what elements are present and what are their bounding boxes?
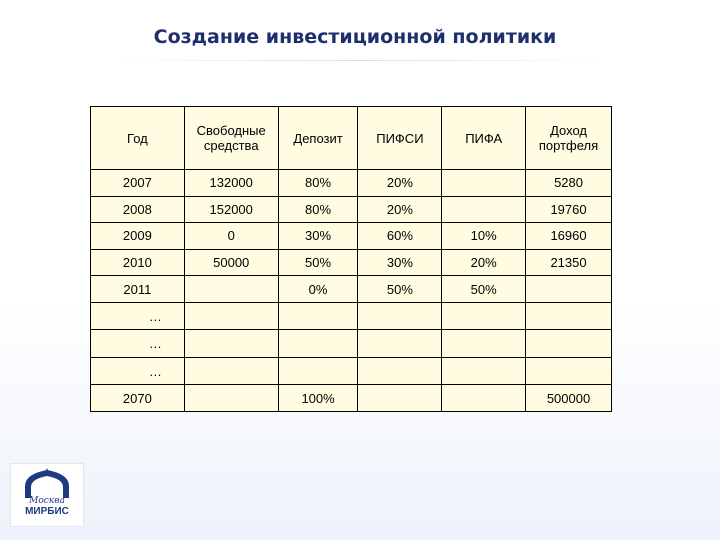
cell-pifa: [442, 170, 526, 197]
table-row: [91, 276, 612, 303]
cell-income: 19760: [526, 196, 612, 223]
header-portfolio-income: Доход портфеля: [526, 107, 612, 170]
cell-year: 2008: [91, 196, 185, 223]
cell-year: 2010: [91, 249, 185, 276]
cell-free-funds: 0: [184, 223, 278, 250]
cell-deposit: [278, 302, 358, 330]
cell-deposit: [278, 330, 358, 358]
cell-pifsi: [358, 330, 442, 358]
title-divider: [110, 60, 610, 61]
cell-deposit: 80%: [278, 196, 358, 223]
cell-year: 2009: [91, 223, 185, 250]
cell-deposit: 30%: [278, 223, 358, 250]
mirbis-logo: [10, 463, 84, 527]
cell-deposit: 100%: [278, 385, 358, 412]
dome-logo-icon: [19, 468, 75, 498]
header-free-funds: Свободные средства: [184, 107, 278, 170]
header-deposit: Депозит: [278, 107, 358, 170]
cell-income: 16960: [526, 223, 612, 250]
cell-income: 5280: [526, 170, 612, 197]
table-row: [91, 357, 612, 385]
cell-pifsi: [358, 385, 442, 412]
investment-policy-table: [90, 106, 612, 412]
cell-pifa: 10%: [442, 223, 526, 250]
cell-free-funds: [184, 276, 278, 303]
cell-deposit: [278, 357, 358, 385]
table-row: [91, 249, 612, 276]
cell-income: [526, 302, 612, 330]
cell-pifa: [442, 330, 526, 358]
cell-pifsi: [358, 302, 442, 330]
cell-pifsi: 50%: [358, 276, 442, 303]
table-header-row: [91, 107, 612, 170]
table-row: [91, 330, 612, 358]
cell-free-funds: 132000: [184, 170, 278, 197]
header-pifsi: ПИФСИ: [358, 107, 442, 170]
cell-pifa: [442, 196, 526, 223]
cell-pifsi: 60%: [358, 223, 442, 250]
cell-year: …: [91, 302, 185, 330]
cell-year: …: [91, 330, 185, 358]
cell-year: …: [91, 357, 185, 385]
cell-pifsi: 20%: [358, 170, 442, 197]
cell-free-funds: 50000: [184, 249, 278, 276]
cell-pifa: [442, 357, 526, 385]
cell-free-funds: 152000: [184, 196, 278, 223]
cell-free-funds: [184, 385, 278, 412]
cell-year: 2011: [91, 276, 185, 303]
cell-income: [526, 276, 612, 303]
cell-free-funds: [184, 302, 278, 330]
cell-income: [526, 330, 612, 358]
cell-deposit: 80%: [278, 170, 358, 197]
cell-free-funds: [184, 357, 278, 385]
logo-name: МИРБИС: [25, 506, 69, 517]
cell-income: 21350: [526, 249, 612, 276]
cell-year: 2070: [91, 385, 185, 412]
table-row: [91, 196, 612, 223]
cell-pifa: 50%: [442, 276, 526, 303]
logo-script-text: Москва: [29, 496, 65, 506]
page-title: Создание инвестиционной политики: [153, 26, 557, 48]
table-row: [91, 170, 612, 197]
table-row: [91, 223, 612, 250]
cell-pifsi: 30%: [358, 249, 442, 276]
table-row: [91, 385, 612, 412]
cell-pifa: [442, 302, 526, 330]
header-year: Год: [91, 107, 185, 170]
header-pifa: ПИФА: [442, 107, 526, 170]
cell-pifsi: [358, 357, 442, 385]
cell-free-funds: [184, 330, 278, 358]
cell-pifa: 20%: [442, 249, 526, 276]
cell-income: [526, 357, 612, 385]
cell-pifsi: 20%: [358, 196, 442, 223]
cell-year: 2007: [91, 170, 185, 197]
cell-deposit: 0%: [278, 276, 358, 303]
cell-income: 500000: [526, 385, 612, 412]
table-row: [91, 302, 612, 330]
cell-pifa: [442, 385, 526, 412]
cell-deposit: 50%: [278, 249, 358, 276]
